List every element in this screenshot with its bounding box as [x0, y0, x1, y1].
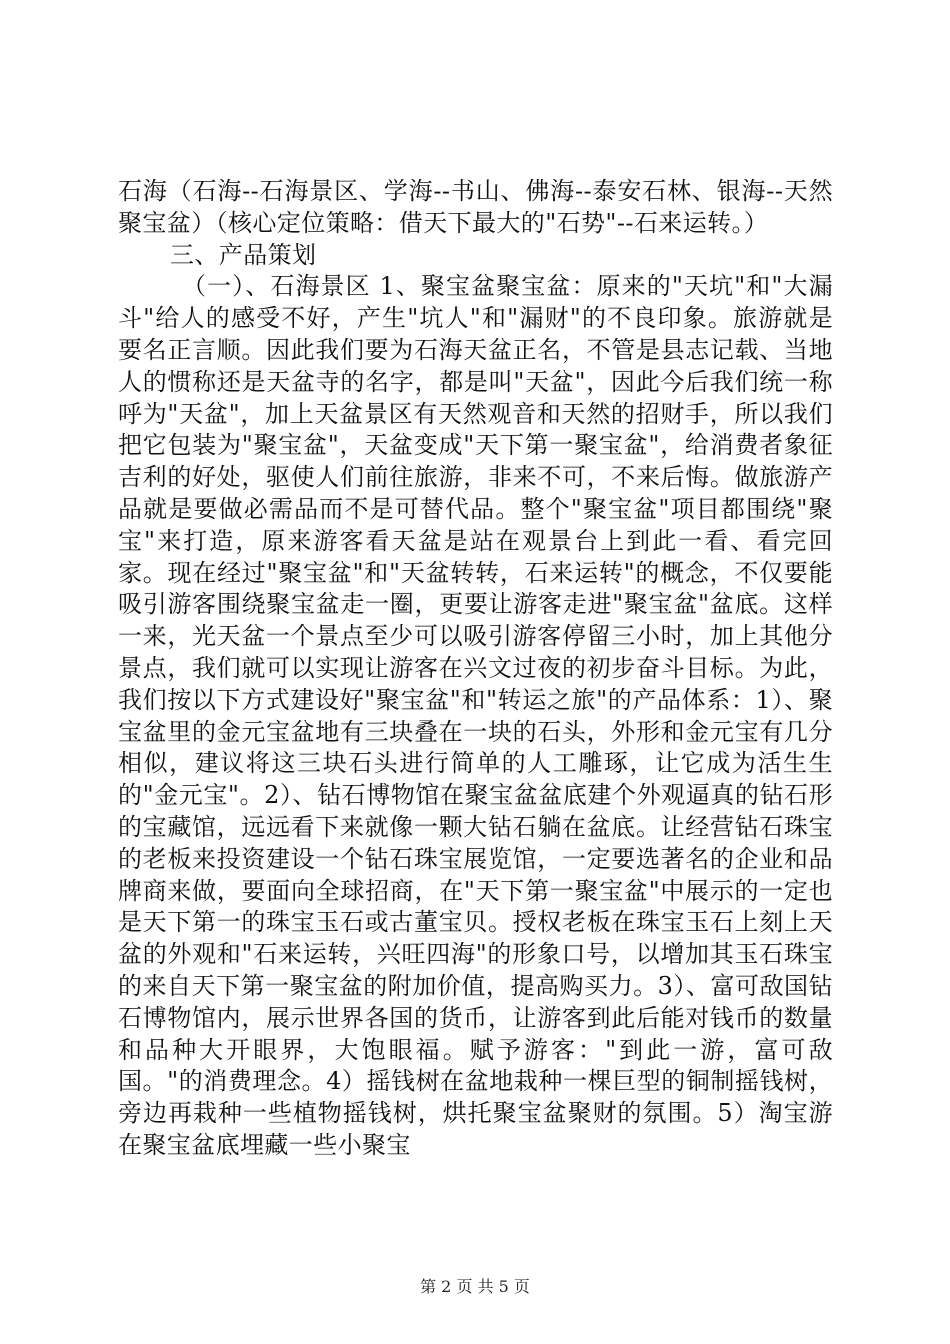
document-body — [118, 176, 833, 1162]
page-footer: 第 2 页 共 5 页 — [420, 1277, 530, 1296]
paragraph-intro: 石海（石海--石海景区、学海--书山、佛海--泰安石林、银海--天然聚宝盆）（核心定位策略：借天下最大的"石势"--石来运转。） — [118, 177, 833, 237]
section-heading: 三、产品策划 — [170, 240, 317, 269]
paragraph-main: （一）、石海景区 1、聚宝盆聚宝盆：原来的"天坑"和"大漏斗"给人的感受不好，产生"坑人"和"漏财"的不良印象。旅游就是要名正言顺。因此我们要为石海天盆正名，不管是县志记载、当地人的惯称还是天盆寺的名字，都是叫"天盆"，因此今后我们统一称呼为"天盆"，加上天盆景区有天然观音和天然的招财手，所以我们把它包装为"聚宝盆"，天盆变成"天下第一聚宝盆"，给消费者象征吉利的好处，驱使人们前往旅游，非来不可，不来后悔。做旅游产品就是要做必需品而不是可替代品。整个"聚宝盆"项目都围绕"聚宝"来打造，原来游客看天盆是站在观景台上到此一看、看完回家。现在经过"聚宝盆"和"天盆转转，石来运转"的概念，不仅要能吸引游客围绕聚宝盆走一圈，更要让游客走进"聚宝盆"盆底。这样一来，光天盆一个景点至少可以吸引游客停留三小时，加上其他分景点，我们就可以实现让游客在兴文过夜的初步奋斗目标。为此，我们按以下方式建设好"聚宝盆"和"转运之旅"的产品体系：1）、聚宝盆里的金元宝盆地有三块叠在一块的石头，外形和金元宝有几分相似，建议将这三块石头进行简单的人工雕琢，让它成为活生生的"金元宝"。2）、钻石博物馆在聚宝盆盆底建个外观逼真的钻石形的宝藏馆，远远看下来就像一颗大钻石躺在盆底。让经营钻石珠宝的老板来投资建设一个钻石珠宝展览馆，一定要选著名的企业和品牌商来做，要面向全球招商，在"天下第一聚宝盆"中展示的一定也是天下第一的珠宝玉石或古董宝贝。授权老板在珠宝玉石上刻上天盆的外观和"石来运转，兴旺四海"的形象口号，以增加其玉石珠宝的来自天下第一聚宝盆的附加价值，提高购买力。3）、富可敌国钻石博物馆内，展示世界各国的货币，让游客到此后能对钱币的数量和品种大开眼界，大饱眼福。赋予游客："到此一游，富可敌国。"的消费理念。4）摇钱树在盆地栽种一棵巨型的铜制摇钱树，旁边再栽种一些植物摇钱树，烘托聚宝盆聚财的氛围。5）淘宝游在聚宝盆底埋藏一些小聚宝 — [118, 272, 833, 1159]
